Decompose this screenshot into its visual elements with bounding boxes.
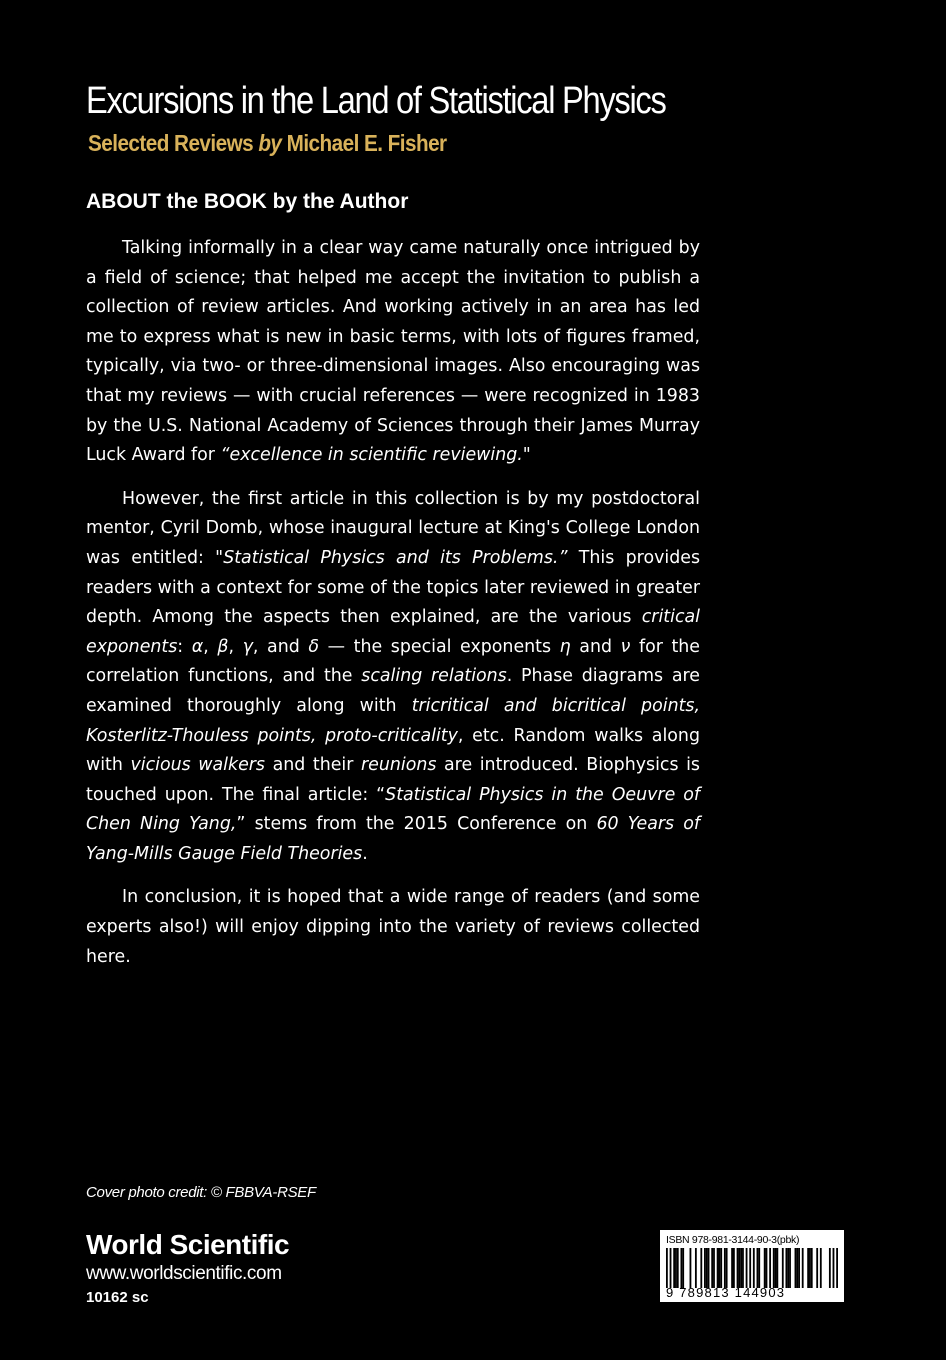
barcode-bar	[776, 1248, 778, 1288]
barcode-bar	[731, 1248, 733, 1288]
barcode-bar	[737, 1248, 739, 1288]
barcode-bar	[677, 1248, 679, 1288]
barcode-bar	[758, 1248, 760, 1288]
barcode-bar	[757, 1248, 759, 1288]
symbol-alpha: α	[191, 636, 204, 657]
barcode-bar	[675, 1248, 677, 1288]
barcode-bar	[742, 1248, 744, 1288]
p1-italic-1: “excellence in scientific reviewing.	[220, 445, 523, 466]
p2-italic-4: tricritical and bicritical points, Kosterlitz-Thouless points, proto-criticality	[86, 695, 700, 746]
barcode-bar	[726, 1248, 728, 1288]
barcode-bar	[753, 1248, 755, 1288]
barcode-bar	[798, 1248, 800, 1288]
symbol-eta: η	[559, 636, 571, 657]
barcode-bar	[807, 1248, 809, 1288]
body-text	[86, 234, 700, 986]
barcode-bar	[820, 1248, 822, 1288]
barcode-bar	[809, 1248, 811, 1288]
barcode-bar	[700, 1248, 702, 1288]
barcode-bar	[836, 1248, 838, 1288]
p2-italic-1: Statistical Physics and its Problems.”	[223, 547, 568, 568]
symbol-gamma: γ	[242, 636, 253, 657]
p2-italic-3: scaling relations	[361, 666, 507, 687]
barcode-bar	[785, 1248, 787, 1288]
paragraph-2	[86, 485, 700, 870]
barcode-bar	[673, 1248, 675, 1288]
barcode-bar	[782, 1248, 784, 1288]
publisher-url[interactable]: www.worldscientific.com	[86, 1263, 282, 1284]
p2-italic-6: reunions	[360, 755, 437, 776]
p2-text-e: and	[570, 636, 621, 657]
p1-text-b: "	[522, 445, 531, 466]
p2-text-k: are introduced. Biophysics is touched upon. The final article: “	[86, 755, 700, 805]
barcode-bar	[704, 1248, 706, 1288]
barcode-bar	[719, 1248, 721, 1288]
barcode-number: 9 789813 144903	[666, 1285, 786, 1300]
p2-text-b: This provides readers with a context for some of the topics later reviewed in greater depth. Among the aspects then explained, are the various	[86, 547, 701, 628]
barcode-bar	[713, 1248, 715, 1288]
book-subtitle	[88, 127, 718, 159]
subtitle-prefix: Selected Reviews	[88, 130, 254, 156]
p1-text-a: Talking informally in a clear way came naturally once intrigued by a field of science; that helped me accept the invitation to publish a collection of review articles. And working actively in an area has led me to express what is new in basic terms, with lots of figures framed, typically, via two- or three-dimensional images. Also encouraging was that my reviews — with crucial references — were recognized in 1983 by the U.S. National Academy of Sciences through their James Murray Luck Award for	[86, 238, 700, 466]
barcode-bar	[706, 1248, 708, 1288]
barcode-bar	[740, 1248, 742, 1288]
barcode-bar	[811, 1248, 813, 1288]
barcode-bar	[708, 1248, 710, 1288]
barcode-bar	[670, 1248, 672, 1288]
barcode-bar	[829, 1248, 831, 1288]
barcode-bar	[724, 1248, 726, 1288]
barcode-bar	[695, 1248, 697, 1288]
barcode-bar	[733, 1248, 735, 1288]
barcode-bar	[789, 1248, 791, 1288]
author-name: Michael E. Fisher	[286, 130, 447, 156]
p2-text-g: . Phase diagrams are examined thoroughly along with	[86, 666, 700, 716]
symbol-nu: ν	[620, 636, 631, 657]
barcode-bars	[666, 1248, 838, 1288]
p2-sep-2: ,	[228, 636, 243, 657]
barcode-bar	[738, 1248, 740, 1288]
p2-text-l: ” stems from the 2015 Conference on	[236, 814, 597, 835]
barcode-bar	[711, 1248, 713, 1288]
barcode-bar	[787, 1248, 789, 1288]
photo-credit: Cover photo credit: © FBBVA-RSEF	[86, 1184, 316, 1201]
isbn-label: ISBN 978-981-3144-90-3(pbk)	[666, 1234, 800, 1246]
p2-text-d: — the special exponents	[319, 636, 560, 657]
paragraph-3: In conclusion, it is hoped that a wide range of readers (and some experts also!) will enjoy dipping into the variety of reviews collected here.	[86, 887, 700, 967]
p2-text-f: for the correlation functions, and the	[86, 636, 701, 687]
barcode-bar	[717, 1248, 719, 1288]
isbn-barcode	[660, 1230, 844, 1302]
barcode-bar	[802, 1248, 804, 1288]
p2-italic-8: 60 Years of Yang-Mills Gauge Field Theories	[86, 814, 700, 864]
barcode-bar	[769, 1248, 771, 1288]
p2-italic-5: vicious walkers	[130, 755, 265, 776]
barcode-bar	[746, 1248, 748, 1288]
barcode-bar	[764, 1248, 766, 1288]
barcode-bar	[796, 1248, 798, 1288]
barcode-bar	[749, 1248, 751, 1288]
p2-sep-1: ,	[203, 636, 218, 657]
p2-text-a: However, the first article in this collection is by my postdoctoral mentor, Cyril Domb, whose inaugural lecture at King's College London was entitled: "	[86, 488, 700, 568]
section-heading: ABOUT the BOOK by the Author	[86, 190, 409, 213]
p2-text-m: .	[362, 843, 368, 864]
publisher-name: World Scientific	[86, 1229, 290, 1260]
paragraph-1	[86, 234, 700, 471]
p2-text-c: :	[177, 636, 192, 657]
p2-sep-3: , and	[252, 636, 309, 657]
barcode-bar	[680, 1248, 682, 1288]
symbol-beta: β	[217, 636, 229, 657]
p2-italic-7: Statistical Physics in the Oeuvre of Chen Ning Yang,	[86, 784, 701, 835]
symbol-delta: δ	[308, 636, 320, 657]
barcode-bar	[766, 1248, 768, 1288]
p2-text-h: , etc. Random walks along with	[86, 725, 700, 776]
barcode-bar	[775, 1248, 777, 1288]
barcode-bar	[690, 1248, 692, 1288]
p2-text-j: and their	[265, 755, 361, 776]
barcode-bar	[816, 1248, 818, 1288]
barcode-bar	[720, 1248, 722, 1288]
book-title: Excursions in the Land of Statistical Physics	[86, 80, 666, 122]
barcode-bar	[682, 1248, 684, 1288]
barcode-bar	[666, 1248, 668, 1288]
barcode-bar	[773, 1248, 775, 1288]
subtitle-by: by	[258, 130, 282, 156]
barcode-bar	[833, 1248, 835, 1288]
product-code: 10162 sc	[86, 1289, 149, 1306]
barcode-bar	[795, 1248, 797, 1288]
p2-italic-2: critical exponents	[86, 607, 700, 657]
